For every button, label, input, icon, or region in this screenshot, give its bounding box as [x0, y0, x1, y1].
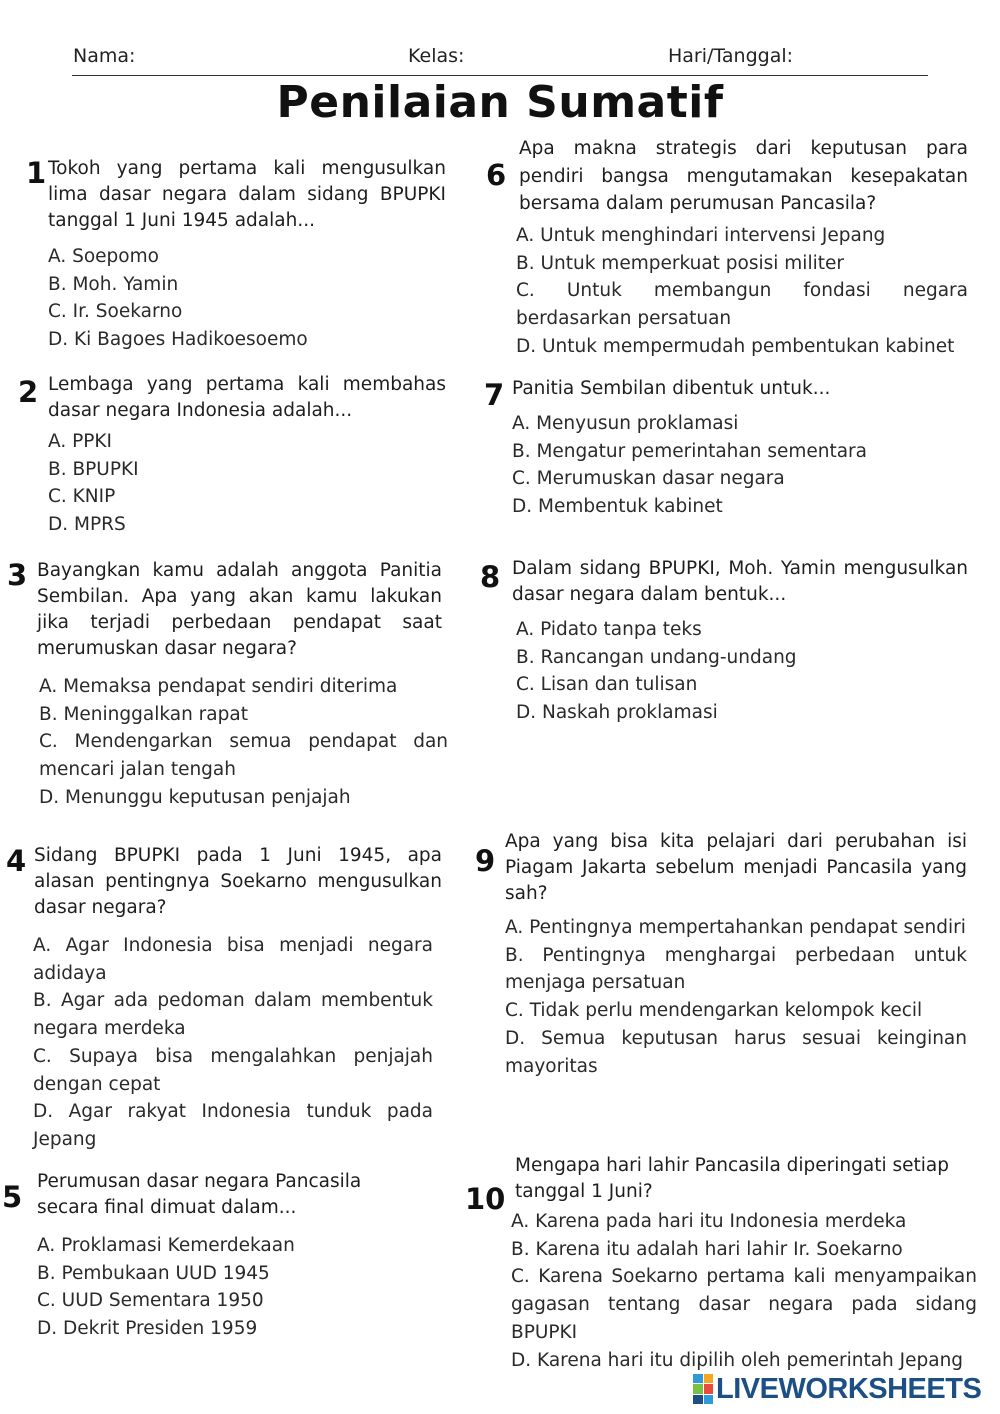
option[interactable]: A. Soepomo	[48, 246, 159, 267]
option[interactable]: D. Semua keputusan harus sesuai keinginan mayoritas	[505, 1027, 967, 1077]
option[interactable]: B. Karena itu adalah hari lahir Ir. Soekarno	[511, 1238, 903, 1260]
question-text: Perumusan dasar negara Pancasila secara final dimuat dalam...	[37, 1171, 362, 1218]
question-number: 8	[480, 560, 501, 594]
option[interactable]: D. Karena hari itu dipilih oleh pemerintah Jepang	[511, 1349, 964, 1371]
question-number: 1	[26, 156, 47, 190]
question-text: Sidang BPUPKI pada 1 Juni 1945, apa alasan pentingnya Soekarno mengusulkan dasar negara?	[34, 845, 442, 918]
option[interactable]: D. Naskah proklamasi	[516, 702, 718, 724]
header-divider	[72, 75, 928, 76]
option[interactable]: C. Merumuskan dasar negara	[512, 468, 785, 490]
option[interactable]: A. Untuk menghindari intervensi Jepang	[516, 225, 886, 246]
name-label: Nama:	[73, 45, 136, 67]
option[interactable]: A. Memaksa pendapat sendiri diterima	[39, 676, 398, 697]
question-text: Lembaga yang pertama kali membahas dasar negara Indonesia adalah...	[48, 374, 446, 421]
date-label: Hari/Tanggal:	[668, 45, 794, 67]
question-text: Apa makna strategis dari keputusan para pendiri bangsa mengutamakan kesepakatan bersama dalam perumusan Pancasila?	[519, 138, 968, 214]
question-number: 3	[7, 558, 28, 592]
question-text: Dalam sidang BPUPKI, Moh. Yamin mengusulkan dasar negara dalam bentuk...	[512, 558, 968, 605]
options-list	[48, 428, 446, 539]
option[interactable]: C. UUD Sementara 1950	[37, 1290, 264, 1312]
question-text: Bayangkan kamu adalah anggota Panitia Sembilan. Apa yang akan kamu lakukan jika terjadi perbedaan pendapat saat merumuskan dasar negara?	[37, 560, 442, 659]
option[interactable]: B. Untuk memperkuat posisi militer	[516, 252, 844, 274]
liveworksheets-brand: LIVEWORKSHEETS	[716, 1372, 982, 1405]
option[interactable]: D. Agar rakyat Indonesia tunduk pada Jepang	[33, 1101, 433, 1150]
option[interactable]: C. Supaya bisa mengalahkan penjajah dengan cepat	[33, 1045, 433, 1095]
option[interactable]: C. Tidak perlu mendengarkan kelompok kecil	[505, 1000, 923, 1022]
option[interactable]: C. Untuk membangun fondasi negara berdasarkan persatuan	[516, 280, 968, 330]
question-number: 5	[2, 1180, 23, 1214]
option[interactable]: B. BPUPKI	[48, 458, 139, 480]
options-list	[33, 932, 433, 1154]
question-number: 4	[6, 844, 27, 878]
options-list	[511, 1208, 977, 1374]
option[interactable]: C. Ir. Soekarno	[48, 301, 183, 323]
question-text: Apa yang bisa kita pelajari dari perubahan isi Piagam Jakarta sebelum menjadi Pancasila yang sah?	[505, 831, 967, 904]
option[interactable]: A. Agar Indonesia bisa menjadi negara adidaya	[33, 935, 433, 984]
option[interactable]: C. Karena Soekarno pertama kali menyampaikan gagasan tentang dasar negara pada sidang BPUPKI	[511, 1266, 977, 1343]
option[interactable]: A. Menyusun proklamasi	[512, 413, 739, 434]
option[interactable]: D. Untuk mempermudah pembentukan kabinet	[516, 335, 955, 357]
options-list	[516, 222, 968, 361]
option[interactable]: B. Pentingnya menghargai perbedaan untuk menjaga persatuan	[505, 944, 967, 994]
option[interactable]: A. PPKI	[48, 431, 112, 452]
option[interactable]: B. Rancangan undang-undang	[516, 646, 797, 668]
liveworksheets-logo[interactable]	[693, 1372, 981, 1406]
question-number: 7	[484, 378, 505, 412]
question-text: Mengapa hari lahir Pancasila diperingati setiap tanggal 1 Juni?	[515, 1155, 949, 1202]
option[interactable]: D. MPRS	[48, 514, 126, 536]
question-number: 2	[18, 375, 39, 409]
options-list	[516, 616, 966, 727]
question-number: 9	[475, 844, 496, 878]
option[interactable]: B. Moh. Yamin	[48, 273, 179, 295]
class-label: Kelas:	[408, 45, 465, 67]
option[interactable]: D. Dekrit Presiden 1959	[37, 1318, 258, 1340]
options-list	[37, 1232, 437, 1343]
option[interactable]: C. Mendengarkan semua pendapat dan mencari jalan tengah	[39, 731, 448, 781]
option[interactable]: A. Karena pada hari itu Indonesia merdeka	[511, 1211, 907, 1232]
options-list	[512, 410, 962, 521]
option[interactable]: A. Pentingnya mempertahankan pendapat sendiri	[505, 917, 966, 938]
option[interactable]: C. KNIP	[48, 486, 116, 508]
option[interactable]: A. Proklamasi Kemerdekaan	[37, 1235, 295, 1256]
question-number: 10	[465, 1182, 506, 1216]
option[interactable]: D. Membentuk kabinet	[512, 496, 723, 518]
liveworksheets-logo-icon	[693, 1374, 713, 1404]
page-title: Penilaian Sumatif	[276, 77, 724, 128]
option[interactable]: B. Meninggalkan rapat	[39, 703, 248, 725]
option[interactable]: B. Mengatur pemerintahan sementara	[512, 440, 868, 462]
option[interactable]: D. Ki Bagoes Hadikoesoemo	[48, 329, 308, 351]
option[interactable]: D. Menunggu keputusan penjajah	[39, 786, 351, 808]
option[interactable]: A. Pidato tanpa teks	[516, 619, 702, 640]
question-text: Tokoh yang pertama kali mengusulkan lima dasar negara dalam sidang BPUPKI tanggal 1 Juni 1945 adalah...	[48, 158, 446, 231]
options-list	[505, 914, 967, 1080]
option[interactable]: B. Agar ada pedoman dalam membentuk negara merdeka	[33, 990, 433, 1040]
option[interactable]: C. Lisan dan tulisan	[516, 674, 698, 696]
options-list	[48, 243, 446, 354]
options-list	[39, 673, 448, 812]
question-number: 6	[486, 158, 507, 192]
option[interactable]: B. Pembukaan UUD 1945	[37, 1262, 270, 1284]
question-text: Panitia Sembilan dibentuk untuk...	[512, 378, 831, 399]
